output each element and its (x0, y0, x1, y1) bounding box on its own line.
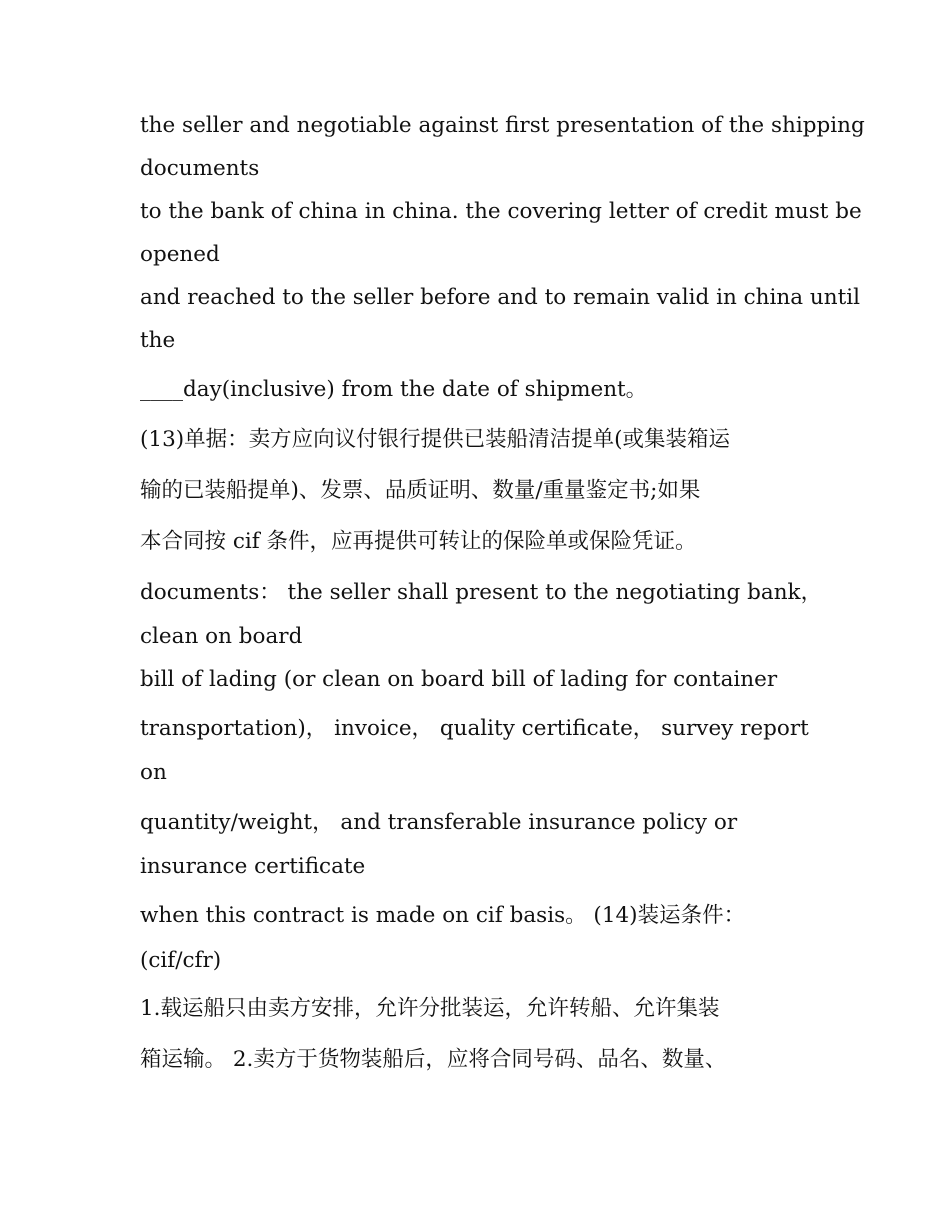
text-line: 箱运输。 2.卖方于货物装船后，应将合同号码、品名、数量、 (140, 1047, 727, 1072)
text-line: and reached to the seller before and to remain valid in china until (140, 285, 860, 310)
text-line: 本合同按 cif 条件，应再提供可转让的保险单或保险凭证。 (140, 529, 697, 554)
text-line: on (140, 760, 167, 785)
text-line: (cif/cfr) (140, 948, 222, 973)
text-line: when this contract is made on cif basis。 (14)装运条件： (140, 903, 746, 928)
text-line: ____day(inclusive) from the date of shipment。 (140, 377, 648, 402)
text-line: clean on board (140, 624, 303, 649)
text-line: insurance certificate (140, 854, 366, 879)
text-line: quantity/weight， and transferable insurance policy or (140, 810, 738, 835)
text-line: (13)单据：卖方应向议付银行提供已装船清洁提单(或集装箱运 (140, 427, 731, 452)
text-line: opened (140, 242, 220, 267)
text-line: the seller and negotiable against first presentation of the shipping (140, 113, 865, 138)
text-line: the (140, 328, 176, 353)
text-line: 1.载运船只由卖方安排，允许分批装运，允许转船、允许集装 (140, 996, 720, 1021)
text-line: 输的已装船提单)、发票、品质证明、数量/重量鉴定书;如果 (140, 478, 701, 503)
text-line: bill of lading (or clean on board bill of lading for container (140, 667, 778, 692)
text-line: to the bank of china in china. the covering letter of credit must be (140, 199, 862, 224)
text-line: documents (140, 156, 260, 181)
text-line: documents： the seller shall present to the negotiating bank， (140, 580, 823, 605)
text-line: transportation)， invoice， quality certificate， survey report (140, 716, 809, 741)
